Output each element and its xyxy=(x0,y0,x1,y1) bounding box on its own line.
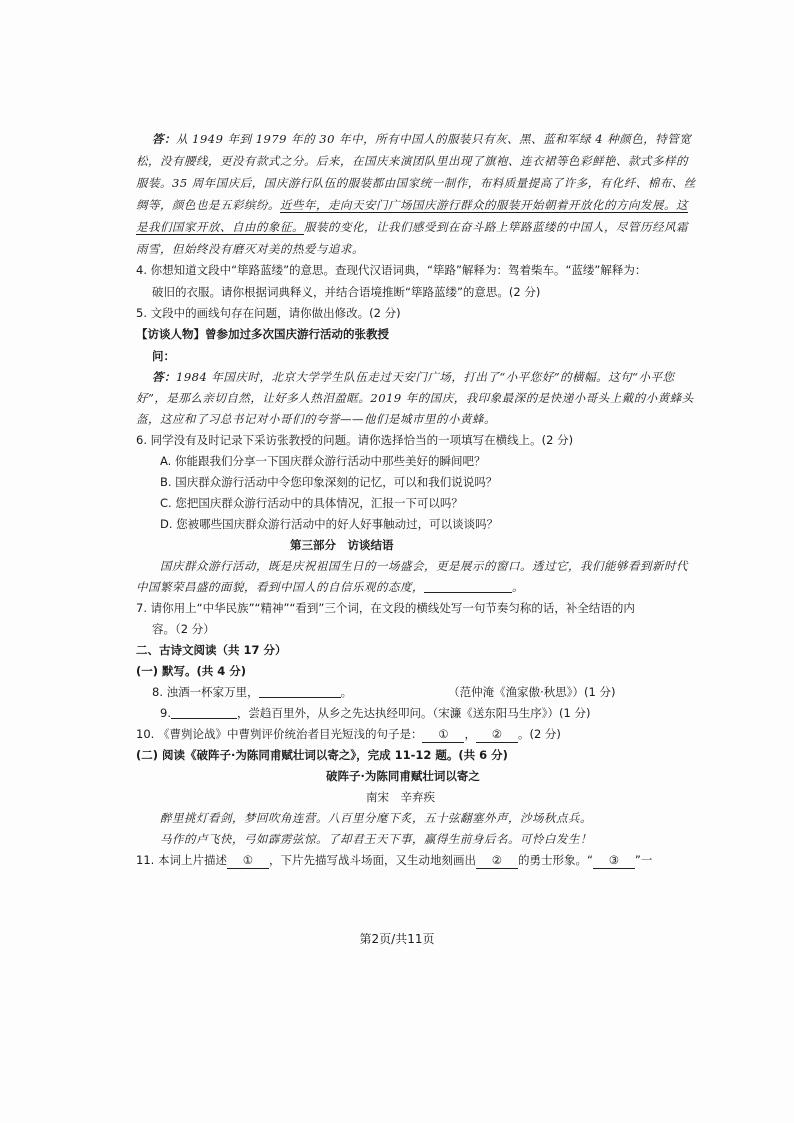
underlined-sentence: 近些年，走向天安门广场国庆游行群众的服装开始朝着开放化的方向发展。这 xyxy=(280,198,688,212)
question-6-stem: 6. 同学没有及时记录下采访张教授的问题。请你选择恰当的一项填写在横线上。(2 分) xyxy=(136,433,574,447)
answer-blank[interactable] xyxy=(171,705,237,719)
option-a: A. 你能跟我们分享一下国庆群众游行活动中那些美好的瞬间吧？ xyxy=(160,454,486,468)
answer-label: 答： xyxy=(152,132,176,146)
poem-title: 破阵子·为陈同甫赋壮词以寄之 xyxy=(326,769,480,783)
page-number: 第2页/共11页 xyxy=(359,932,435,946)
question-9: 9. ，尝趋百里外，从乡之先达执经叩问。（宋濂《送东阳马生序》）(1 分) xyxy=(160,706,591,720)
question-11: 11. 本词上片描述 ① ，下片先描写战斗场面，又生动地刻画出 ② 的勇士形象。“ ③ ”一 xyxy=(136,853,653,867)
poem-line-1: 醉里挑灯看剑，梦回吹角连营。八百里分麾下炙，五十弦翻塞外声，沙场秋点兵。 xyxy=(160,811,592,825)
part-3-line-1: 国庆群众游行活动，既是庆祝祖国生日的一场盛会，更是展示的窗口。透过它，我们能够看到新时代 xyxy=(160,559,688,573)
option-b: B. 国庆群众游行活动中令您印象深刻的记忆，可以和我们说说吗？ xyxy=(160,475,498,489)
question-4-line-2: 破旧的衣服。请你根据词典释义，并结合语境推断“筚路蓝缕”的意思。(2 分) xyxy=(152,285,541,299)
question-10: 10. 《曹刿论战》中曹刿评价统治者目光短浅的句子是： ① ， ② 。(2 分) xyxy=(136,727,561,741)
option-d: D. 您被哪些国庆群众游行活动中的好人好事触动过，可以谈谈吗？ xyxy=(160,517,499,531)
question-7-line-2: 容。（2 分） xyxy=(152,622,215,636)
subsection-1-title: (一) 默写。(共 4 分) xyxy=(136,664,247,678)
interview-answer-line-1: 答：1984 年国庆时，北京大学学生队伍走过天安门广场，打出了“小平您好”的横幅。这句“小平您 xyxy=(152,370,675,384)
answer-line-1: 答：从 1949 年到 1979 年的 30 年中，所有中国人的服装只有灰、黑、蓝和军绿 4 种颜色，特管宽 xyxy=(152,132,692,146)
answer-blank-2[interactable]: ② xyxy=(476,726,518,743)
poem-author: 南宋 辛弃疾 xyxy=(366,790,435,804)
answer-line-4: 绸等，颜色也是五彩缤纷。近些年，走向天安门广场国庆游行群众的服装开始朝着开放化的方向发展。这 xyxy=(136,198,688,212)
subsection-2-title: (二) 阅读《破阵子·为陈同甫赋壮词以寄之》，完成 11-12 题。(共 6 分) xyxy=(136,748,508,762)
answer-blank[interactable] xyxy=(424,579,512,593)
underlined-sentence-end: 是我们国家开放、自由的象征。 xyxy=(136,220,304,234)
answer-blank-1[interactable]: ① xyxy=(422,726,464,743)
answer-line-6: 雨雪，但始终没有磨灭对美的热爱与追求。 xyxy=(136,242,364,256)
answer-blank-1[interactable]: ① xyxy=(227,852,269,869)
answer-blank[interactable] xyxy=(259,684,341,698)
interview-answer-line-3: 盔，这应和了习总书记对小哥们的夸誉——他们是城市里的小黄蜂。 xyxy=(136,412,496,426)
question-5: 5. 文段中的画线句存在问题，请你做出修改。(2 分) xyxy=(136,306,401,320)
interview-answer-line-2: 好”，是那么亲切自然，让好多人热泪盈眶。2019 年的国庆，我印象最深的是快递小哥头上戴的小黄蜂头 xyxy=(136,391,694,405)
answer-line-5: 是我们国家开放、自由的象征。服装的变化，让我们感受到在奋斗路上筚路蓝缕的中国人，尽管历经风霜 xyxy=(136,220,688,234)
question-8: 8. 浊酒一杯家万里， 。 （范仲淹《渔家傲·秋思》）(1 分) xyxy=(152,685,616,699)
interview-question-label: 问： xyxy=(152,349,175,363)
part-3-title: 第三部分 访谈结语 xyxy=(290,538,394,552)
answer-blank-2[interactable]: ② xyxy=(476,852,518,869)
answer-line-3: 服装。35 周年国庆后，国庆游行队伍的服装都由国家统一制作，布料质量提高了许多，有化纤、棉布、丝 xyxy=(136,176,696,190)
answer-blank-3[interactable]: ③ xyxy=(593,852,635,869)
question-7-line-1: 7. 请你用上“中华民族”“精神”“看到”三个词，在文段的横线处写一句节奏匀称的话，补全结语的内 xyxy=(136,601,635,615)
answer-line-2: 松，没有腰线，更没有款式之分。后来，在国庆来演团队里出现了旗袍、连衣裙等色彩鲜艳、款式多样的 xyxy=(136,154,688,168)
interview-header: 【访谈人物】曾参加过多次国庆游行活动的张教授 xyxy=(136,327,389,341)
part-3-line-2: 中国繁荣昌盛的面貌，看到中国人的自信乐观的态度， 。 xyxy=(136,580,524,594)
poem-line-2: 马作的卢飞快，弓如霹雳弦惊。了却君王天下事，赢得生前身后名。可怜白发生！ xyxy=(160,832,592,846)
option-c: C. 您把国庆群众游行活动中的具体情况，汇报一下可以吗？ xyxy=(160,496,463,510)
section-2-title: 二、古诗文阅读（共 17 分） xyxy=(136,643,287,657)
question-4-line-1: 4. 你想知道文段中“筚路蓝缕”的意思。查现代汉语词典，“筚路”解释为：驾着柴车。“蓝缕”解释为： xyxy=(136,263,647,277)
